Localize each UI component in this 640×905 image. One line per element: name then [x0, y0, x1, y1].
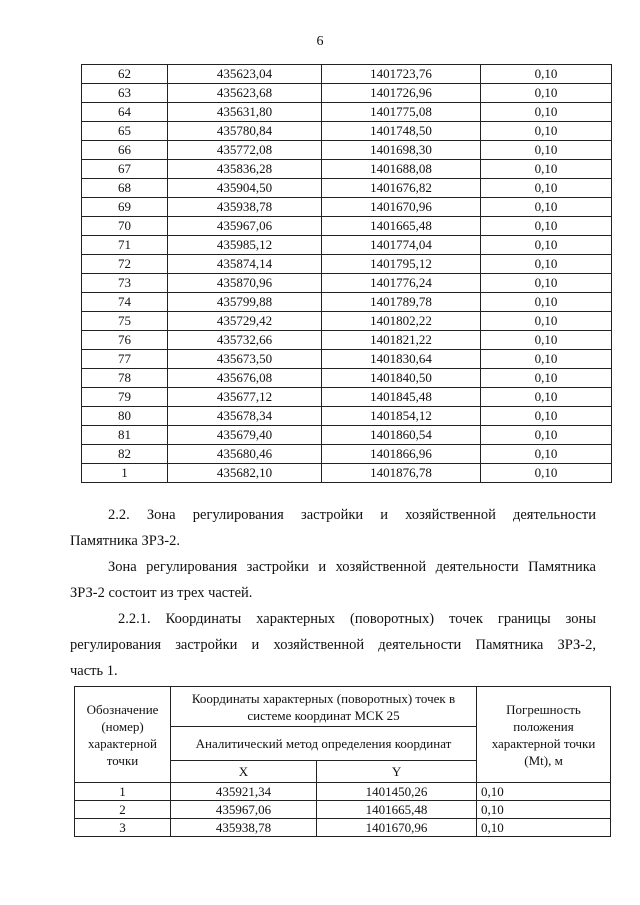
- x-coordinate-cell: 435623,68: [168, 84, 322, 103]
- error-cell: 0,10: [481, 160, 612, 179]
- point-number-cell: 78: [82, 369, 168, 388]
- point-number-cell: 68: [82, 179, 168, 198]
- point-number-cell: 64: [82, 103, 168, 122]
- point-number-cell: 62: [82, 65, 168, 84]
- y-coordinate-cell: 1401860,54: [322, 426, 481, 445]
- header-method: Аналитический метод определения координат: [171, 727, 477, 761]
- error-cell: 0,10: [481, 84, 612, 103]
- x-coordinate-cell: 435904,50: [168, 179, 322, 198]
- error-cell: 0,10: [481, 331, 612, 350]
- y-coordinate-cell: 1401748,50: [322, 122, 481, 141]
- y-coordinate-cell: 1401795,12: [322, 255, 481, 274]
- x-coordinate-cell: 435780,84: [168, 122, 322, 141]
- y-coordinate-cell: 1401665,48: [317, 801, 477, 819]
- y-coordinate-cell: 1401670,96: [322, 198, 481, 217]
- error-cell: 0,10: [481, 426, 612, 445]
- zone-description-line: Зона регулирования застройки и хозяйственной деятельности Памятника: [108, 559, 596, 575]
- table-row: [82, 350, 612, 369]
- table-row: [82, 141, 612, 160]
- table-row: [82, 445, 612, 464]
- zone-table-body: [75, 783, 611, 837]
- point-number-cell: 80: [82, 407, 168, 426]
- table-row: [82, 255, 612, 274]
- x-coordinate-cell: 435874,14: [168, 255, 322, 274]
- table-row: [82, 388, 612, 407]
- x-coordinate-cell: 435967,06: [168, 217, 322, 236]
- point-number-cell: 73: [82, 274, 168, 293]
- coordinates-table: [81, 64, 612, 483]
- section-2-2-1-heading: [70, 606, 596, 684]
- error-cell: 0,10: [477, 783, 611, 801]
- y-coordinate-cell: 1401821,22: [322, 331, 481, 350]
- point-number-cell: 2: [75, 801, 171, 819]
- table-row: [82, 274, 612, 293]
- y-coordinate-cell: 1401676,82: [322, 179, 481, 198]
- x-coordinate-cell: 435678,34: [168, 407, 322, 426]
- table-row: [82, 84, 612, 103]
- error-cell: 0,10: [481, 179, 612, 198]
- y-coordinate-cell: 1401670,96: [317, 819, 477, 837]
- point-number-cell: 71: [82, 236, 168, 255]
- header-designation: Обозначение (номер) характерной точки: [75, 687, 171, 783]
- x-coordinate-cell: 435631,80: [168, 103, 322, 122]
- y-coordinate-cell: 1401840,50: [322, 369, 481, 388]
- error-cell: 0,10: [481, 122, 612, 141]
- point-number-cell: 72: [82, 255, 168, 274]
- header-y: Y: [317, 761, 477, 783]
- table-row: [82, 160, 612, 179]
- point-number-cell: 82: [82, 445, 168, 464]
- y-coordinate-cell: 1401775,08: [322, 103, 481, 122]
- x-coordinate-cell: 435985,12: [168, 236, 322, 255]
- error-cell: 0,10: [481, 141, 612, 160]
- x-coordinate-cell: 435938,78: [168, 198, 322, 217]
- y-coordinate-cell: 1401698,30: [322, 141, 481, 160]
- coordinates-table-body: [82, 65, 612, 483]
- x-coordinate-cell: 435732,66: [168, 331, 322, 350]
- error-cell: 0,10: [481, 217, 612, 236]
- point-number-cell: 79: [82, 388, 168, 407]
- zone-description-paragraph: [70, 554, 596, 606]
- section-2-2-1-line: часть 1.: [70, 663, 118, 679]
- point-number-cell: 63: [82, 84, 168, 103]
- table-row: [82, 369, 612, 388]
- section-2-2-1-line: 2.2.1. Координаты характерных (поворотных) точек границы зоны: [118, 611, 596, 627]
- table-row: [82, 331, 612, 350]
- y-coordinate-cell: 1401845,48: [322, 388, 481, 407]
- point-number-cell: 67: [82, 160, 168, 179]
- error-cell: 0,10: [481, 445, 612, 464]
- point-number-cell: 74: [82, 293, 168, 312]
- header-error: Погрешность положения характерной точки (Mt), м: [477, 687, 611, 783]
- table-row: [75, 783, 611, 801]
- y-coordinate-cell: 1401789,78: [322, 293, 481, 312]
- zone-coordinates-table: [74, 686, 611, 837]
- x-coordinate-cell: 435799,88: [168, 293, 322, 312]
- point-number-cell: 81: [82, 426, 168, 445]
- y-coordinate-cell: 1401665,48: [322, 217, 481, 236]
- error-cell: 0,10: [477, 801, 611, 819]
- y-coordinate-cell: 1401450,26: [317, 783, 477, 801]
- section-2-2-line: Памятника ЗРЗ-2.: [70, 533, 180, 549]
- table-row: [82, 236, 612, 255]
- error-cell: 0,10: [481, 293, 612, 312]
- error-cell: 0,10: [481, 236, 612, 255]
- table-row: [82, 103, 612, 122]
- error-cell: 0,10: [481, 407, 612, 426]
- x-coordinate-cell: 435682,10: [168, 464, 322, 483]
- table-row: [75, 801, 611, 819]
- table-row: [82, 464, 612, 483]
- x-coordinate-cell: 435677,12: [168, 388, 322, 407]
- x-coordinate-cell: 435772,08: [168, 141, 322, 160]
- table-row: [82, 122, 612, 141]
- error-cell: 0,10: [481, 388, 612, 407]
- x-coordinate-cell: 435676,08: [168, 369, 322, 388]
- section-2-2-heading: [70, 502, 596, 554]
- y-coordinate-cell: 1401723,76: [322, 65, 481, 84]
- error-cell: 0,10: [481, 255, 612, 274]
- point-number-cell: 75: [82, 312, 168, 331]
- point-number-cell: 1: [82, 464, 168, 483]
- error-cell: 0,10: [481, 103, 612, 122]
- point-number-cell: 77: [82, 350, 168, 369]
- point-number-cell: 70: [82, 217, 168, 236]
- error-cell: 0,10: [481, 350, 612, 369]
- page-number: 6: [316, 34, 324, 49]
- table-row: [82, 65, 612, 84]
- table-row: [82, 312, 612, 331]
- y-coordinate-cell: 1401802,22: [322, 312, 481, 331]
- x-coordinate-cell: 435623,04: [168, 65, 322, 84]
- error-cell: 0,10: [481, 274, 612, 293]
- section-2-2-line: 2.2. Зона регулирования застройки и хозяйственной деятельности: [108, 507, 596, 523]
- zone-description-line: ЗРЗ-2 состоит из трех частей.: [70, 585, 253, 601]
- table-row: [75, 819, 611, 837]
- table-row: [82, 179, 612, 198]
- x-coordinate-cell: 435870,96: [168, 274, 322, 293]
- y-coordinate-cell: 1401776,24: [322, 274, 481, 293]
- section-2-2-1-line: регулирования застройки и хозяйственной деятельности Памятника ЗРЗ-2,: [70, 637, 596, 653]
- y-coordinate-cell: 1401774,04: [322, 236, 481, 255]
- x-coordinate-cell: 435967,06: [171, 801, 317, 819]
- header-coords-title: Координаты характерных (поворотных) точек в системе координат МСК 25: [171, 687, 477, 727]
- x-coordinate-cell: 435680,46: [168, 445, 322, 464]
- y-coordinate-cell: 1401866,96: [322, 445, 481, 464]
- error-cell: 0,10: [481, 198, 612, 217]
- x-coordinate-cell: 435729,42: [168, 312, 322, 331]
- error-cell: 0,10: [477, 819, 611, 837]
- x-coordinate-cell: 435938,78: [171, 819, 317, 837]
- table-row: [82, 293, 612, 312]
- point-number-cell: 1: [75, 783, 171, 801]
- table-row: [82, 407, 612, 426]
- header-x: X: [171, 761, 317, 783]
- point-number-cell: 65: [82, 122, 168, 141]
- x-coordinate-cell: 435679,40: [168, 426, 322, 445]
- error-cell: 0,10: [481, 464, 612, 483]
- point-number-cell: 69: [82, 198, 168, 217]
- table-row: [82, 217, 612, 236]
- point-number-cell: 76: [82, 331, 168, 350]
- y-coordinate-cell: 1401830,64: [322, 350, 481, 369]
- error-cell: 0,10: [481, 312, 612, 331]
- table-row: [82, 426, 612, 445]
- table-row: [82, 198, 612, 217]
- error-cell: 0,10: [481, 65, 612, 84]
- point-number-cell: 3: [75, 819, 171, 837]
- point-number-cell: 66: [82, 141, 168, 160]
- x-coordinate-cell: 435836,28: [168, 160, 322, 179]
- y-coordinate-cell: 1401876,78: [322, 464, 481, 483]
- y-coordinate-cell: 1401854,12: [322, 407, 481, 426]
- x-coordinate-cell: 435921,34: [171, 783, 317, 801]
- y-coordinate-cell: 1401688,08: [322, 160, 481, 179]
- error-cell: 0,10: [481, 369, 612, 388]
- x-coordinate-cell: 435673,50: [168, 350, 322, 369]
- y-coordinate-cell: 1401726,96: [322, 84, 481, 103]
